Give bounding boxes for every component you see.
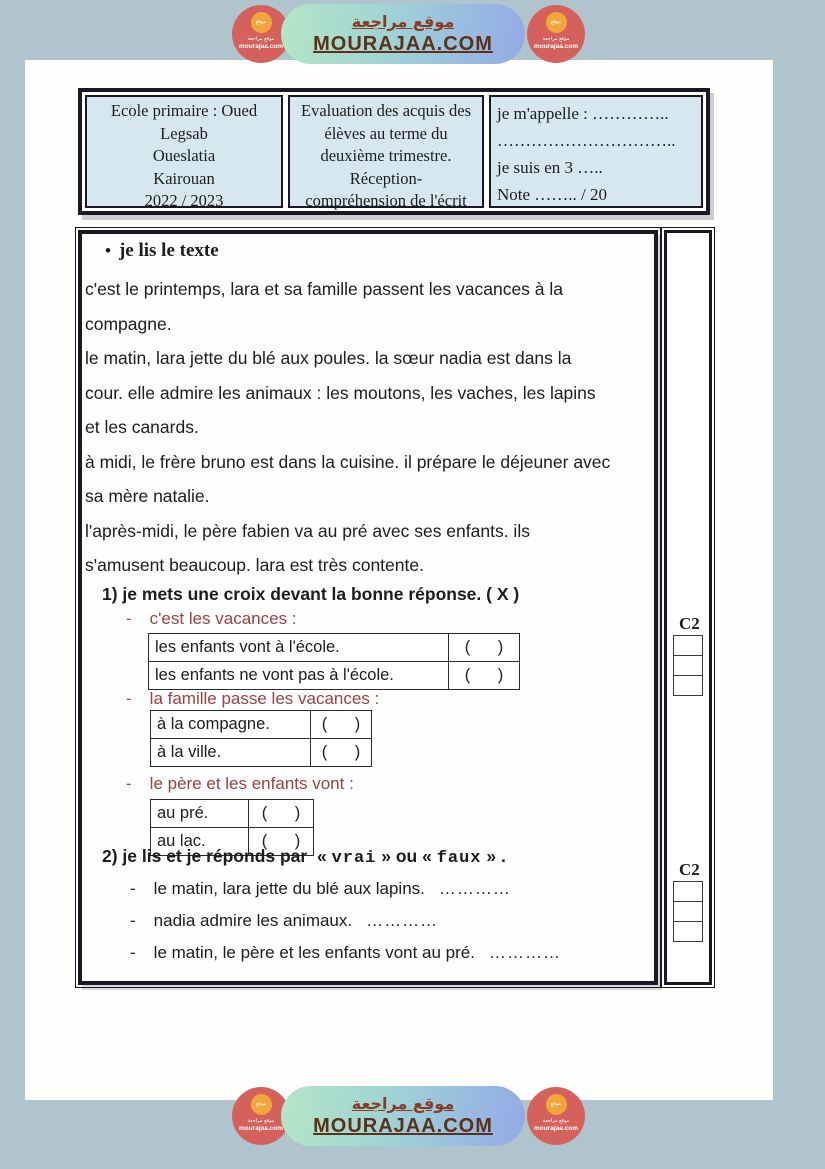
- logo-site-text: mourajaa.com: [533, 43, 579, 50]
- exam-content-box: [78, 230, 658, 985]
- reading-text: [85, 272, 655, 583]
- student-name-field-line2: …………………………..: [497, 131, 676, 150]
- logo-arabic-text: موقع مراجعة: [542, 36, 570, 42]
- site-banner-top: [0, 0, 825, 70]
- dash-icon: -: [130, 943, 136, 962]
- student-name-field: je m'appelle : …………..: [497, 104, 669, 123]
- score-box: [673, 655, 703, 676]
- mourajaa-logo-icon: [527, 1087, 585, 1145]
- dash-icon: -: [126, 609, 132, 628]
- logo-arabic-text: موقع مراجعة: [247, 36, 275, 42]
- banner-pill: [281, 4, 525, 64]
- answer-bracket-cell: ( ): [321, 715, 361, 733]
- table-row: [150, 738, 372, 767]
- logo-inner-text: موقع: [550, 1101, 562, 1107]
- score-box: [673, 901, 703, 922]
- option-text: au lac.: [151, 828, 249, 855]
- reading-line: s'amusent beaucoup. lara est très contente.: [85, 555, 424, 575]
- table-row: [150, 799, 314, 828]
- dash-icon: -: [130, 879, 136, 898]
- logo-inner-text: موقع: [255, 19, 267, 25]
- answer-dotted-line: …………: [366, 911, 439, 930]
- question1-sub2-options-table: [150, 711, 372, 767]
- reading-line: et les canards.: [85, 417, 199, 437]
- question2-title: [102, 846, 506, 868]
- table-row: [148, 661, 520, 690]
- quote-end: » .: [486, 846, 506, 866]
- banner-arabic-title: موقع مراجعة: [351, 12, 455, 31]
- site-banner-bottom: [0, 1082, 825, 1152]
- question2-item: [130, 943, 561, 963]
- option-text: les enfants vont à l'école.: [149, 634, 449, 661]
- dash-icon: -: [130, 911, 136, 930]
- answer-bracket-cell: ( ): [464, 666, 504, 684]
- school-line: Legsab: [160, 123, 208, 143]
- option-text: au pré.: [151, 800, 249, 827]
- score-box: [673, 675, 703, 696]
- logo-badge-icon: [546, 1094, 567, 1115]
- reading-line: sa mère natalie.: [85, 486, 210, 506]
- option-text: à la ville.: [151, 739, 311, 766]
- school-line: Oueslatia: [152, 146, 216, 165]
- school-line: Ecole primaire : Oued: [110, 101, 258, 120]
- evaluation-line: Evaluation des acquis des: [301, 101, 471, 120]
- score-box-stack: [673, 636, 703, 696]
- logo-inner-text: موقع: [550, 19, 562, 25]
- vrai-word: vrai: [331, 849, 377, 868]
- logo-badge-icon: [251, 1094, 272, 1115]
- statement-text: le matin, lara jette du blé aux lapins.: [153, 879, 425, 898]
- answer-dotted-line: …………: [438, 879, 511, 898]
- competency-label-c2: C2: [679, 860, 700, 879]
- evaluation-line: compréhension de l'écrit: [305, 191, 467, 210]
- option-text: à la compagne.: [151, 711, 311, 738]
- logo-arabic-text: موقع مراجعة: [247, 1118, 275, 1124]
- logo-site-text: mourajaa.com: [533, 1125, 579, 1132]
- score-box-stack: [673, 882, 703, 942]
- question1-sub3-label: [126, 774, 354, 794]
- school-info-cell: [85, 95, 283, 208]
- banner-site-name: MOURAJAA.COM: [313, 33, 493, 55]
- quote-open: «: [316, 846, 327, 866]
- logo-site-text: mourajaa.com: [238, 1125, 284, 1132]
- quote-mid: » ou «: [381, 846, 432, 866]
- answer-dotted-line: …………: [488, 943, 561, 962]
- answer-bracket-cell: ( ): [261, 804, 301, 822]
- sub-label-text: c'est les vacances :: [149, 609, 297, 628]
- logo-site-text: mourajaa.com: [238, 43, 284, 50]
- question2-item: [130, 879, 511, 899]
- answer-bracket-cell: ( ): [464, 638, 504, 656]
- evaluation-line: élèves au terme du: [324, 123, 448, 143]
- score-box: [673, 921, 703, 942]
- score-box: [673, 881, 703, 902]
- option-text: les enfants ne vont pas à l'école.: [149, 662, 449, 689]
- question1-sub1-options-table: [148, 634, 520, 690]
- question2-item: [130, 911, 438, 931]
- evaluation-line: Réception-: [349, 168, 423, 188]
- evaluation-line: deuxième trimestre.: [320, 146, 452, 165]
- score-box: [673, 635, 703, 656]
- logo-arabic-text: موقع مراجعة: [542, 1118, 570, 1124]
- logo-badge-icon: [251, 12, 272, 33]
- reading-section-title: [105, 240, 219, 262]
- dash-icon: -: [126, 774, 132, 793]
- answer-bracket-cell: ( ): [321, 743, 361, 761]
- banner-pill: [281, 1086, 525, 1146]
- statement-text: nadia admire les animaux.: [153, 911, 353, 930]
- exam-header-table: [78, 88, 710, 215]
- score-column: [664, 230, 712, 985]
- logo-badge-icon: [546, 12, 567, 33]
- reading-line: cour. elle admire les animaux : les moutons, les vaches, les lapins: [85, 382, 596, 403]
- question1-title: 1) je mets une croix devant la bonne réponse. ( X ): [102, 584, 520, 604]
- school-year: 2022 / 2023: [144, 191, 224, 210]
- school-line: Kairouan: [153, 168, 215, 188]
- sub-label-text: la famille passe les vacances :: [149, 689, 380, 708]
- note-field: Note …….. / 20: [497, 185, 608, 204]
- question1-sub1-label: [126, 609, 297, 629]
- dash-icon: -: [126, 689, 132, 708]
- competency-label-c2: C2: [679, 614, 700, 633]
- statement-text: le matin, le père et les enfants vont au pré.: [153, 943, 475, 962]
- reading-line: à midi, le frère bruno est dans la cuisine. il prépare le déjeuner avec: [85, 451, 611, 472]
- reading-line: l'après-midi, le père fabien va au pré avec ses enfants. ils: [85, 520, 530, 541]
- banner-site-name: MOURAJAA.COM: [313, 1115, 493, 1137]
- reading-line: c'est le printemps, lara et sa famille passent les vacances à la: [85, 279, 564, 299]
- reading-line: le matin, lara jette du blé aux poules. la sœur nadia est dans la: [85, 348, 572, 368]
- question2-title-prefix: 2) je lis et je réponds par: [102, 846, 308, 866]
- logo-inner-text: موقع: [255, 1101, 267, 1107]
- student-grade-field: je suis en 3 …..: [497, 158, 603, 177]
- question1-sub2-label: [126, 689, 379, 709]
- answer-bracket-cell: ( ): [261, 832, 301, 850]
- student-info-cell: [489, 95, 703, 208]
- reading-line: compagne.: [85, 313, 172, 334]
- bullet-icon: •: [105, 241, 111, 260]
- banner-arabic-title: موقع مراجعة: [351, 1094, 455, 1113]
- mourajaa-logo-icon: [527, 5, 585, 63]
- table-row: [148, 633, 520, 662]
- sub-label-text: le père et les enfants vont :: [149, 774, 354, 793]
- reading-title-text: je lis le texte: [118, 240, 219, 261]
- table-row: [150, 710, 372, 739]
- faux-word: faux: [436, 849, 482, 868]
- evaluation-info-cell: [288, 95, 484, 208]
